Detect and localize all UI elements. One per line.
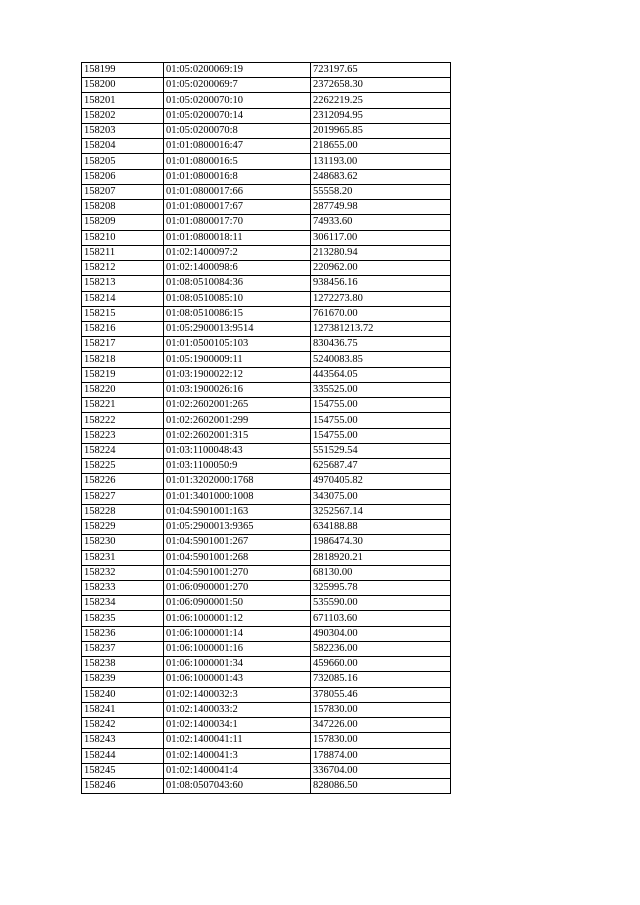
row-id-cell: 158227 bbox=[82, 489, 164, 504]
value-cell: 551529.54 bbox=[311, 443, 451, 458]
row-id-cell: 158238 bbox=[82, 657, 164, 672]
table-row bbox=[82, 489, 451, 504]
row-id-cell: 158232 bbox=[82, 565, 164, 580]
table-row bbox=[82, 641, 451, 656]
value-cell: 248683.62 bbox=[311, 169, 451, 184]
table-row bbox=[82, 596, 451, 611]
table-row bbox=[82, 398, 451, 413]
table-row bbox=[82, 504, 451, 519]
row-id-cell: 158221 bbox=[82, 398, 164, 413]
cadastral-number-cell: 01:08:0507043:60 bbox=[164, 779, 311, 794]
table-row bbox=[82, 413, 451, 428]
cadastral-number-cell: 01:06:0900001:50 bbox=[164, 596, 311, 611]
cadastral-number-cell: 01:05:2900013:9514 bbox=[164, 321, 311, 336]
value-cell: 761670.00 bbox=[311, 306, 451, 321]
value-cell: 723197.65 bbox=[311, 63, 451, 78]
row-id-cell: 158217 bbox=[82, 337, 164, 352]
table-row bbox=[82, 276, 451, 291]
row-id-cell: 158222 bbox=[82, 413, 164, 428]
value-cell: 443564.05 bbox=[311, 367, 451, 382]
table-row bbox=[82, 184, 451, 199]
cadastral-number-cell: 01:05:0200070:8 bbox=[164, 123, 311, 138]
table-row bbox=[82, 245, 451, 260]
row-id-cell: 158202 bbox=[82, 108, 164, 123]
cadastral-number-cell: 01:02:2602001:265 bbox=[164, 398, 311, 413]
value-cell: 287749.98 bbox=[311, 200, 451, 215]
table-row bbox=[82, 763, 451, 778]
table-row bbox=[82, 626, 451, 641]
row-id-cell: 158245 bbox=[82, 763, 164, 778]
cadastral-number-cell: 01:05:0200070:14 bbox=[164, 108, 311, 123]
table-row bbox=[82, 459, 451, 474]
cadastral-number-cell: 01:01:0800016:47 bbox=[164, 139, 311, 154]
row-id-cell: 158236 bbox=[82, 626, 164, 641]
cadastral-number-cell: 01:02:1400041:3 bbox=[164, 748, 311, 763]
row-id-cell: 158213 bbox=[82, 276, 164, 291]
cadastral-number-cell: 01:01:3401000:1008 bbox=[164, 489, 311, 504]
value-cell: 74933.60 bbox=[311, 215, 451, 230]
value-cell: 68130.00 bbox=[311, 565, 451, 580]
value-cell: 2312094.95 bbox=[311, 108, 451, 123]
table-row bbox=[82, 78, 451, 93]
row-id-cell: 158225 bbox=[82, 459, 164, 474]
cadastral-number-cell: 01:01:0800017:67 bbox=[164, 200, 311, 215]
cadastral-number-cell: 01:03:1900026:16 bbox=[164, 382, 311, 397]
value-cell: 306117.00 bbox=[311, 230, 451, 245]
value-cell: 1986474.30 bbox=[311, 535, 451, 550]
row-id-cell: 158243 bbox=[82, 733, 164, 748]
table-row bbox=[82, 702, 451, 717]
cadastral-number-cell: 01:06:1000001:34 bbox=[164, 657, 311, 672]
value-cell: 2019965.85 bbox=[311, 123, 451, 138]
cadastral-number-cell: 01:01:0800018:11 bbox=[164, 230, 311, 245]
value-cell: 582236.00 bbox=[311, 641, 451, 656]
row-id-cell: 158244 bbox=[82, 748, 164, 763]
cadastral-number-cell: 01:01:0800016:8 bbox=[164, 169, 311, 184]
table-row bbox=[82, 123, 451, 138]
cadastral-number-cell: 01:02:1400097:2 bbox=[164, 245, 311, 260]
cadastral-number-cell: 01:04:5901001:267 bbox=[164, 535, 311, 550]
row-id-cell: 158230 bbox=[82, 535, 164, 550]
table-row bbox=[82, 611, 451, 626]
row-id-cell: 158224 bbox=[82, 443, 164, 458]
cadastral-number-cell: 01:08:0510084:36 bbox=[164, 276, 311, 291]
table-row bbox=[82, 535, 451, 550]
value-cell: 1272273.80 bbox=[311, 291, 451, 306]
value-cell: 671103.60 bbox=[311, 611, 451, 626]
row-id-cell: 158204 bbox=[82, 139, 164, 154]
value-cell: 335525.00 bbox=[311, 382, 451, 397]
row-id-cell: 158215 bbox=[82, 306, 164, 321]
cadastral-number-cell: 01:08:0510086:15 bbox=[164, 306, 311, 321]
cadastral-number-cell: 01:06:0900001:270 bbox=[164, 580, 311, 595]
cadastral-number-cell: 01:01:0500105:103 bbox=[164, 337, 311, 352]
row-id-cell: 158228 bbox=[82, 504, 164, 519]
row-id-cell: 158208 bbox=[82, 200, 164, 215]
row-id-cell: 158219 bbox=[82, 367, 164, 382]
cadastral-number-cell: 01:06:1000001:16 bbox=[164, 641, 311, 656]
row-id-cell: 158223 bbox=[82, 428, 164, 443]
row-id-cell: 158203 bbox=[82, 123, 164, 138]
table-row bbox=[82, 520, 451, 535]
value-cell: 459660.00 bbox=[311, 657, 451, 672]
table-row bbox=[82, 550, 451, 565]
table-row bbox=[82, 580, 451, 595]
row-id-cell: 158207 bbox=[82, 184, 164, 199]
row-id-cell: 158200 bbox=[82, 78, 164, 93]
row-id-cell: 158220 bbox=[82, 382, 164, 397]
row-id-cell: 158240 bbox=[82, 687, 164, 702]
cadastral-number-cell: 01:01:3202000:1768 bbox=[164, 474, 311, 489]
cadastral-number-cell: 01:05:0200069:19 bbox=[164, 63, 311, 78]
value-cell: 830436.75 bbox=[311, 337, 451, 352]
table-row bbox=[82, 154, 451, 169]
table-row bbox=[82, 93, 451, 108]
value-cell: 131193.00 bbox=[311, 154, 451, 169]
table-row bbox=[82, 672, 451, 687]
cadastral-number-cell: 01:02:2602001:315 bbox=[164, 428, 311, 443]
row-id-cell: 158242 bbox=[82, 718, 164, 733]
data-table bbox=[81, 62, 451, 794]
cadastral-number-cell: 01:04:5901001:163 bbox=[164, 504, 311, 519]
table-row bbox=[82, 306, 451, 321]
value-cell: 490304.00 bbox=[311, 626, 451, 641]
row-id-cell: 158226 bbox=[82, 474, 164, 489]
row-id-cell: 158234 bbox=[82, 596, 164, 611]
row-id-cell: 158216 bbox=[82, 321, 164, 336]
table-row bbox=[82, 200, 451, 215]
cadastral-number-cell: 01:03:1900022:12 bbox=[164, 367, 311, 382]
row-id-cell: 158211 bbox=[82, 245, 164, 260]
row-id-cell: 158218 bbox=[82, 352, 164, 367]
cadastral-number-cell: 01:01:0800017:66 bbox=[164, 184, 311, 199]
value-cell: 2818920.21 bbox=[311, 550, 451, 565]
table-row bbox=[82, 565, 451, 580]
cadastral-number-cell: 01:02:1400041:11 bbox=[164, 733, 311, 748]
value-cell: 154755.00 bbox=[311, 398, 451, 413]
row-id-cell: 158205 bbox=[82, 154, 164, 169]
table-row bbox=[82, 215, 451, 230]
value-cell: 5240083.85 bbox=[311, 352, 451, 367]
table-row bbox=[82, 657, 451, 672]
table-row bbox=[82, 367, 451, 382]
value-cell: 732085.16 bbox=[311, 672, 451, 687]
row-id-cell: 158210 bbox=[82, 230, 164, 245]
cadastral-number-cell: 01:05:0200070:10 bbox=[164, 93, 311, 108]
value-cell: 336704.00 bbox=[311, 763, 451, 778]
row-id-cell: 158233 bbox=[82, 580, 164, 595]
table-row bbox=[82, 139, 451, 154]
table-row bbox=[82, 748, 451, 763]
value-cell: 634188.88 bbox=[311, 520, 451, 535]
table-row bbox=[82, 733, 451, 748]
value-cell: 378055.46 bbox=[311, 687, 451, 702]
cadastral-number-cell: 01:02:1400041:4 bbox=[164, 763, 311, 778]
table-row bbox=[82, 718, 451, 733]
value-cell: 3252567.14 bbox=[311, 504, 451, 519]
cadastral-number-cell: 01:03:1100048:43 bbox=[164, 443, 311, 458]
table-row bbox=[82, 382, 451, 397]
row-id-cell: 158241 bbox=[82, 702, 164, 717]
value-cell: 220962.00 bbox=[311, 261, 451, 276]
table-row bbox=[82, 337, 451, 352]
value-cell: 154755.00 bbox=[311, 413, 451, 428]
value-cell: 325995.78 bbox=[311, 580, 451, 595]
value-cell: 157830.00 bbox=[311, 702, 451, 717]
table-row bbox=[82, 291, 451, 306]
value-cell: 535590.00 bbox=[311, 596, 451, 611]
row-id-cell: 158246 bbox=[82, 779, 164, 794]
value-cell: 127381213.72 bbox=[311, 321, 451, 336]
cadastral-number-cell: 01:05:1900009:11 bbox=[164, 352, 311, 367]
cadastral-number-cell: 01:06:1000001:43 bbox=[164, 672, 311, 687]
row-id-cell: 158229 bbox=[82, 520, 164, 535]
table-row bbox=[82, 352, 451, 367]
table-row bbox=[82, 230, 451, 245]
table-row bbox=[82, 261, 451, 276]
cadastral-number-cell: 01:04:5901001:270 bbox=[164, 565, 311, 580]
table-row bbox=[82, 687, 451, 702]
cadastral-number-cell: 01:02:1400034:1 bbox=[164, 718, 311, 733]
cadastral-number-cell: 01:05:0200069:7 bbox=[164, 78, 311, 93]
row-id-cell: 158214 bbox=[82, 291, 164, 306]
value-cell: 55558.20 bbox=[311, 184, 451, 199]
cadastral-number-cell: 01:01:0800016:5 bbox=[164, 154, 311, 169]
table-body bbox=[82, 63, 451, 794]
value-cell: 218655.00 bbox=[311, 139, 451, 154]
table-row bbox=[82, 779, 451, 794]
value-cell: 347226.00 bbox=[311, 718, 451, 733]
table-row bbox=[82, 169, 451, 184]
cadastral-number-cell: 01:06:1000001:12 bbox=[164, 611, 311, 626]
table-row bbox=[82, 108, 451, 123]
cadastral-number-cell: 01:04:5901001:268 bbox=[164, 550, 311, 565]
cadastral-number-cell: 01:02:1400032:3 bbox=[164, 687, 311, 702]
row-id-cell: 158199 bbox=[82, 63, 164, 78]
value-cell: 938456.16 bbox=[311, 276, 451, 291]
cadastral-number-cell: 01:06:1000001:14 bbox=[164, 626, 311, 641]
table-row bbox=[82, 428, 451, 443]
value-cell: 4970405.82 bbox=[311, 474, 451, 489]
row-id-cell: 158235 bbox=[82, 611, 164, 626]
cadastral-number-cell: 01:01:0800017:70 bbox=[164, 215, 311, 230]
table-row bbox=[82, 474, 451, 489]
table-row bbox=[82, 321, 451, 336]
row-id-cell: 158231 bbox=[82, 550, 164, 565]
row-id-cell: 158212 bbox=[82, 261, 164, 276]
value-cell: 625687.47 bbox=[311, 459, 451, 474]
row-id-cell: 158209 bbox=[82, 215, 164, 230]
cadastral-number-cell: 01:02:1400033:2 bbox=[164, 702, 311, 717]
row-id-cell: 158239 bbox=[82, 672, 164, 687]
cadastral-number-cell: 01:02:2602001:299 bbox=[164, 413, 311, 428]
cadastral-number-cell: 01:08:0510085:10 bbox=[164, 291, 311, 306]
value-cell: 213280.94 bbox=[311, 245, 451, 260]
value-cell: 157830.00 bbox=[311, 733, 451, 748]
cadastral-number-cell: 01:02:1400098:6 bbox=[164, 261, 311, 276]
row-id-cell: 158206 bbox=[82, 169, 164, 184]
cadastral-number-cell: 01:03:1100050:9 bbox=[164, 459, 311, 474]
cadastral-number-cell: 01:05:2900013:9365 bbox=[164, 520, 311, 535]
value-cell: 828086.50 bbox=[311, 779, 451, 794]
row-id-cell: 158237 bbox=[82, 641, 164, 656]
document-page bbox=[81, 62, 451, 794]
value-cell: 2372658.30 bbox=[311, 78, 451, 93]
row-id-cell: 158201 bbox=[82, 93, 164, 108]
value-cell: 343075.00 bbox=[311, 489, 451, 504]
table-row bbox=[82, 63, 451, 78]
table-row bbox=[82, 443, 451, 458]
value-cell: 2262219.25 bbox=[311, 93, 451, 108]
value-cell: 178874.00 bbox=[311, 748, 451, 763]
value-cell: 154755.00 bbox=[311, 428, 451, 443]
